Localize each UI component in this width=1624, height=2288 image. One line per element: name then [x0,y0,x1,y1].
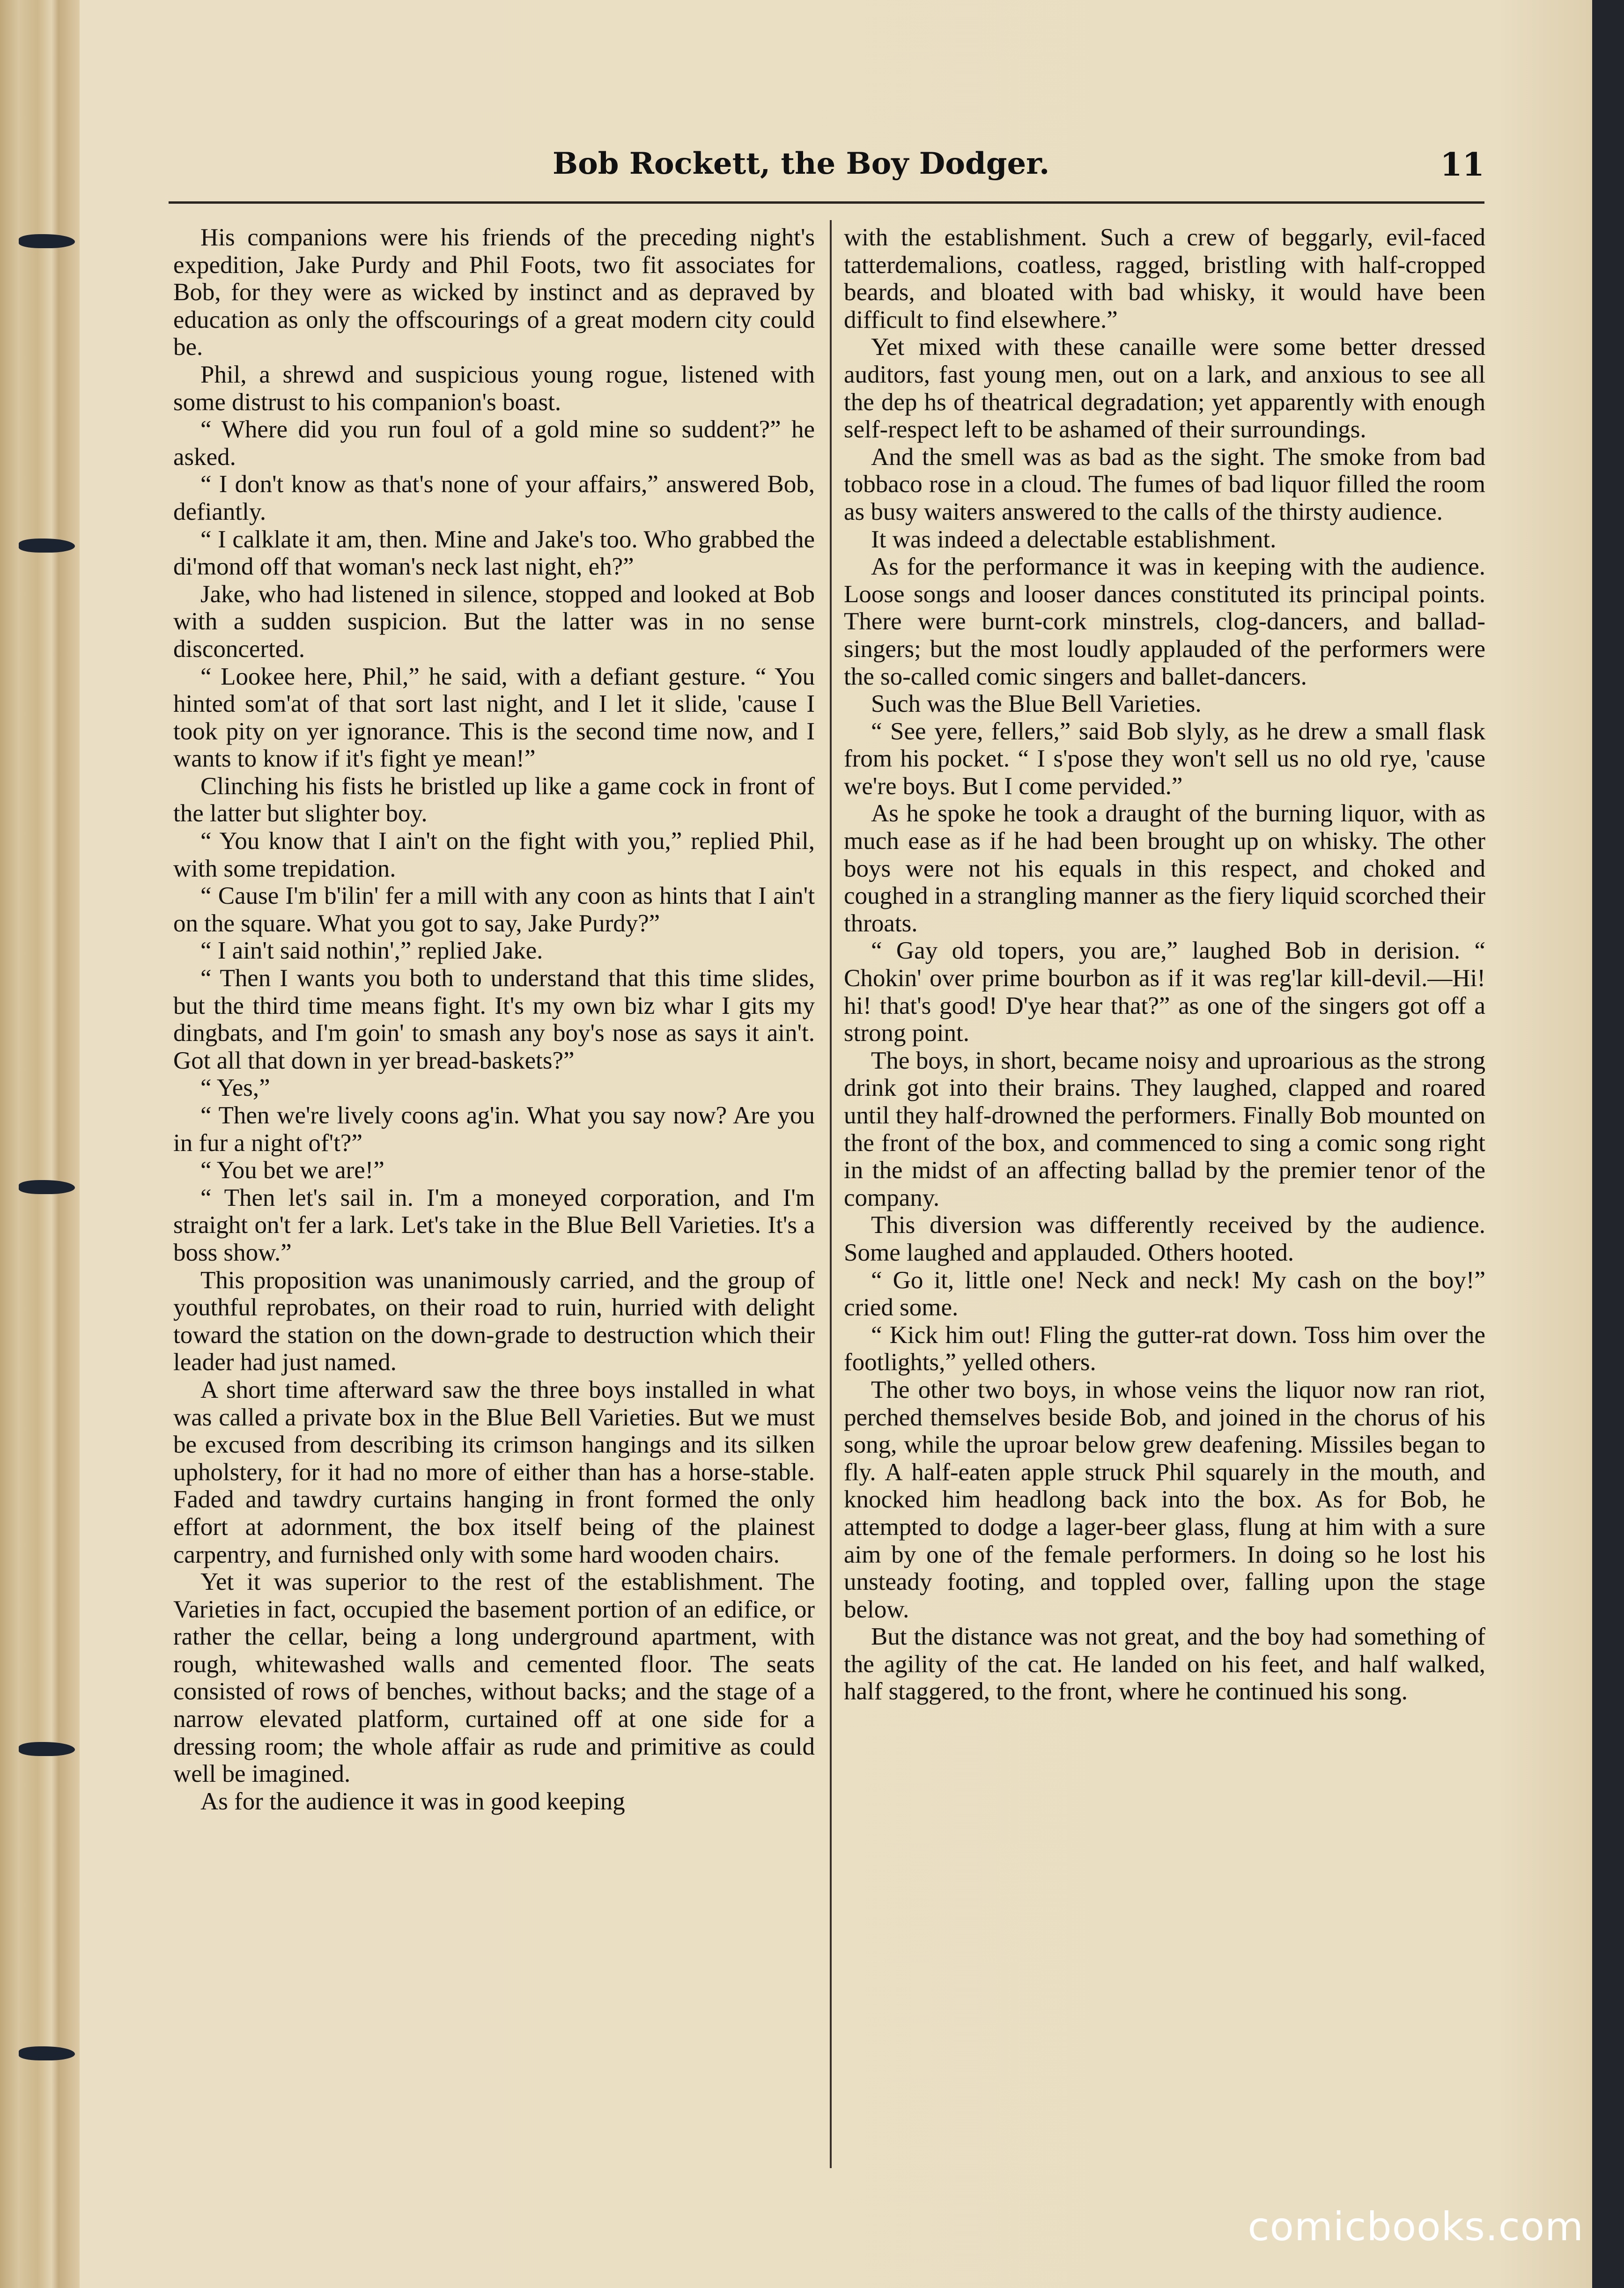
paragraph: As he spoke he took a draught of the burning liquor, with as much ease as if he had been brought up on whisky. The other boys were not his equals in this respect, and choked and coughed in a strangling manner as the fiery liquid scorched their throats. [844,800,1485,937]
right-text-column [844,224,1485,1705]
header-rule [169,201,1484,204]
binding-stitch [19,539,75,553]
paragraph: “ Where did you run foul of a gold mine so suddent?” he asked. [173,416,815,471]
paragraph: A short time afterward saw the three boys installed in what was called a private box in the Blue Bell Varieties. But we must be excused from describing its crimson hangings and its silken upholstery, for it had no more of either than has a horse-stable. Faded and tawdry curtains hanging in front formed the only effort at adornment, the box itself being of the plainest carpentry, and furnished only with some hard wooden chairs. [173,1376,815,1568]
paragraph: The boys, in short, became noisy and uproarious as the strong drink got into their brains. They laughed, clapped and roared until they half-drowned the performers. Finally Bob mounted on the front of the box, and commenced to sing a comic song right in the midst of an affecting ballad by the premier tenor of the company. [844,1047,1485,1211]
paragraph: As for the audience it was in good keeping [200,1787,625,1815]
paragraph: Phil, a shrewd and suspicious young rogue, listened with some distrust to his companion's boast. [173,361,815,416]
paragraph: Jake, who had listened in silence, stopped and looked at Bob with a sudden suspicion. But the latter was in no sense disconcerted. [173,580,815,663]
paragraph: Clinching his fists he bristled up like a game cock in front of the latter but slighter boy. [173,772,815,827]
paragraph: Yet mixed with these canaille were some better dressed auditors, fast young men, out on a lark, and anxious to see all the dep hs of theatrical degradation; yet apparently with enough self-respect left to be ashamed of their surroundings. [844,333,1485,443]
binding-stitch [19,2046,75,2060]
paragraph: “ I don't know as that's none of your affairs,” answered Bob, defiantly. [173,471,815,525]
paragraph: with the establishment. Such a crew of beggarly, evil-faced tatterdemalions, coatless, ragged, bristling with half-cropped beards, and bloated with bad whisky, it would have been difficult to find elsewhere.” [844,224,1485,333]
column-divider [830,220,832,2168]
paragraph: “ Lookee here, Phil,” he said, with a defiant gesture. “ You hinted som'at of that sort last night, and I let it slide, 'cause I took pity on yer ignorance. This is the second time now, and I wants to know if it's fight ye mean!” [173,663,815,773]
binding-stitch [19,1180,75,1194]
paragraph: “ Yes,” [200,1074,270,1102]
paragraph: And the smell was as bad as the sight. The smoke from bad tobbaco rose in a cloud. The fumes of bad liquor filled the room as busy waiters answered to the calls of the thirsty audience. [844,443,1485,525]
page-header [169,146,1484,193]
running-title: Bob Rockett, the Boy Dodger. [553,146,1050,181]
paragraph: “ Go it, little one! Neck and neck! My cash on the boy!” cried some. [844,1266,1485,1321]
paragraph: “ Kick him out! Fling the gutter-rat down. Toss him over the footlights,” yelled others. [844,1321,1485,1376]
paragraph: It was indeed a delectable establishment. [871,525,1277,553]
left-text-column [173,224,815,1815]
paragraph: But the distance was not great, and the boy had something of the agility of the cat. He landed on his feet, and half walked, half staggered, to the front, where he continued his song. [844,1623,1485,1705]
paragraph: “ You bet we are!” [200,1157,384,1184]
paragraph: Yet it was superior to the rest of the establishment. The Varieties in fact, occupied the basement portion of an edifice, or rather the cellar, being a long underground apartment, with rough, whitewashed walls and cemented floor. The seats consisted of rows of benches, without backs; and the stage of a narrow elevated platform, curtained off at one side for a dressing room; the whole affair as rude and primitive as could well be imagined. [173,1568,815,1788]
binding-stitch [19,1742,75,1756]
page-spine [0,0,80,2288]
paragraph: Such was the Blue Bell Varieties. [871,690,1202,718]
paragraph: “ Gay old topers, you are,” laughed Bob in derision. “ Chokin' over prime bourbon as if it was reg'lar kill-devil.—Hi! hi! that's good! D'ye hear that?” as one of the singers got off a strong point. [844,937,1485,1047]
paragraph: “ Then let's sail in. I'm a moneyed corporation, and I'm straight on't fer a lark. Let's take in the Blue Bell Varieties. It's a boss show.” [173,1184,815,1266]
paragraph: “ Cause I'm b'ilin' fer a mill with any coon as hints that I ain't on the square. What you got to say, Jake Purdy?” [173,882,815,937]
paragraph: The other two boys, in whose veins the liquor now ran riot, perched themselves beside Bob, and joined in the chorus of his song, while the uproar below grew deafening. Missiles began to fly. A half-eaten apple struck Phil squarely in the mouth, and knocked him headlong back into the box. As for Bob, he attempted to dodge a lager-beer glass, flung at him with a sure aim by one of the female performers. In doing so he lost his unsteady footing, and toppled over, falling upon the stage below. [844,1376,1485,1623]
paragraph: “ I calklate it am, then. Mine and Jake's too. Who grabbed the di'mond off that woman's neck last night, eh?” [173,525,815,581]
paragraph: “ Then we're lively coons ag'in. What you say now? Are you in fur a night of't?” [173,1102,815,1157]
paragraph: His companions were his friends of the preceding night's expedition, Jake Purdy and Phil Foots, two fit associates for Bob, for they were as wicked by instinct and as depraved by education as only the offscourings of a great modern city could be. [173,224,815,361]
paragraph: “ Then I wants you both to understand that this time slides, but the third time means fight. It's my own biz whar I gits my dingbats, and I'm goin' to smash any boy's nose as says it ain't. Got all that down in yer bread-baskets?” [173,965,815,1074]
paragraph: As for the performance it was in keeping with the audience. Loose songs and looser dances constituted its principal points. There were burnt-cork minstrels, clog-dancers, and ballad-singers; but the most loudly applauded of the performers were the so-called comic singers and ballet-dancers. [844,553,1485,690]
paragraph: This diversion was differently received by the audience. Some laughed and applauded. Others hooted. [844,1211,1485,1266]
watermark-text: comicbooks.com [1248,2204,1584,2250]
paragraph: This proposition was unanimously carried, and the group of youthful reprobates, on their road to ruin, hurried with delight toward the station on the down-grade to destruction which their leader had just named. [173,1266,815,1376]
paragraph: “ You know that I ain't on the fight with you,” replied Phil, with some trepidation. [173,827,815,882]
binding-stitch [19,234,75,248]
paragraph: “ See yere, fellers,” said Bob slyly, as he drew a small flask from his pocket. “ I s'pose they won't sell us no old rye, 'cause we're boys. But I come pervided.” [844,717,1485,800]
page-number: 11 [1440,146,1484,184]
paragraph: “ I ain't said nothin',” replied Jake. [200,937,543,965]
